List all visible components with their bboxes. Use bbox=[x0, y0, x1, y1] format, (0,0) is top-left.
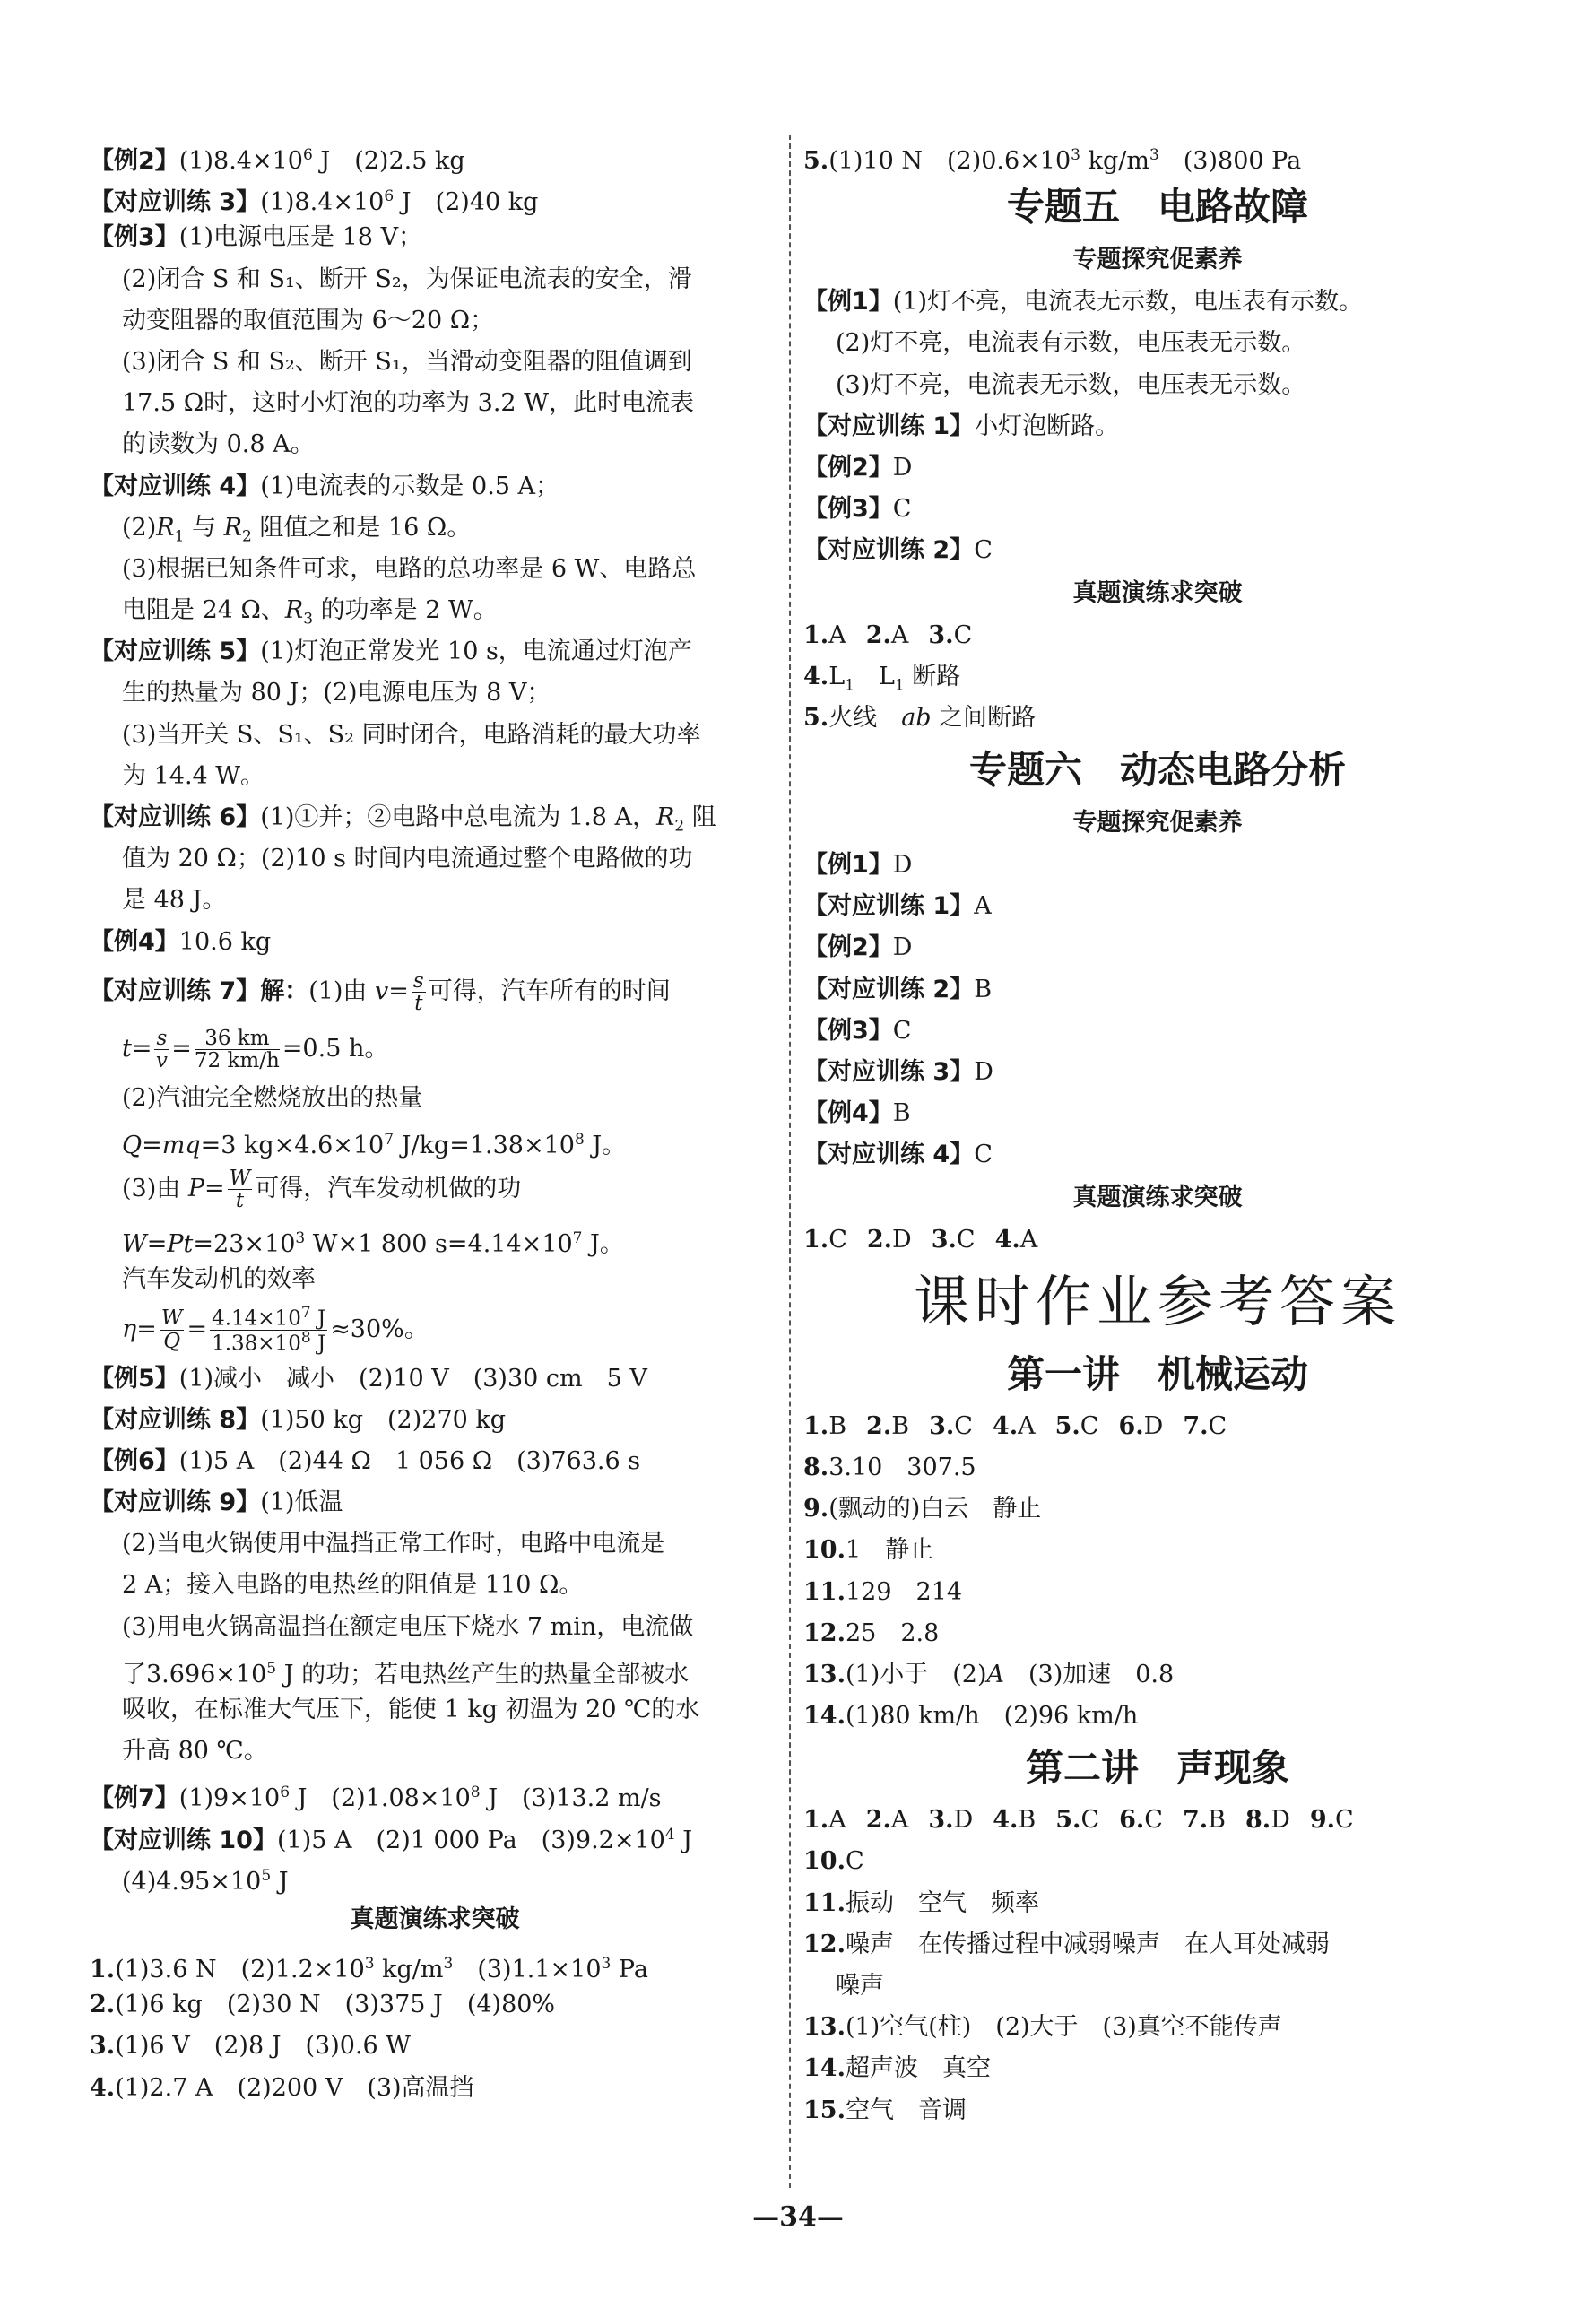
formula-line: (3)由 P= $\frac{W}{t}$ 可得，汽车发动机做的功 bbox=[122, 1166, 522, 1213]
answer-line: 汽车发动机的效率 bbox=[122, 1265, 316, 1294]
answer-line: 【例1】D bbox=[803, 851, 913, 880]
answer-line: (2)当电火锅使用中温挡正常工作时，电路中电流是 bbox=[122, 1530, 665, 1558]
answer-line: 【对应训练 4】C bbox=[803, 1141, 993, 1169]
topic-title: 专题五 电路故障 bbox=[1006, 185, 1308, 230]
answer-line: 【对应训练 6】(1)①并；②电路中总电流为 1.8 A，$R_2$ 阻 bbox=[90, 803, 716, 836]
answer-line: 【对应训练 5】(1)灯泡正常发光 10 s，电流通过灯泡产 bbox=[90, 638, 692, 666]
answer-line: 为 14.4 W。 bbox=[122, 761, 265, 790]
answer-line: 【例2】D bbox=[803, 933, 913, 962]
answer-line: 3.(1)6 V (2)8 J (3)0.6 W bbox=[90, 2032, 412, 2061]
answer-line: 1.(1)3.6 N $(2)1.2\times 10^3$ $kg/m^3$ $(3)1.1\times 10^3$ Pa bbox=[90, 1954, 648, 1983]
answer-line: 【对应训练 3】D bbox=[803, 1058, 993, 1086]
answer-line: 【例3】C bbox=[803, 1016, 912, 1045]
formula-line: 【对应训练 7】解：(1)由 v= $\frac{s}{t}$ 可得，汽车所有的时间 bbox=[90, 968, 671, 1015]
section-heading: 真题演练求突破 bbox=[1072, 1183, 1243, 1211]
section-heading: 真题演练求突破 bbox=[1072, 578, 1243, 607]
answer-line: 【例1】(1)灯不亮，电流表无示数，电压表有示数。 bbox=[803, 288, 1364, 317]
answer-line: 【对应训练 8】(1)50 kg (2)270 kg bbox=[90, 1405, 507, 1434]
fraction: $\frac{W}{Q}$ bbox=[160, 1306, 183, 1353]
main-title: 课时作业参考答案 bbox=[913, 1268, 1401, 1334]
answer-line: $4.L_1$ $L_1$ 断路 bbox=[803, 662, 961, 695]
fraction: $\frac{s}{v}$ bbox=[155, 1026, 168, 1072]
answer-line: 升高 80 ℃。 bbox=[122, 1737, 268, 1766]
answer-line: 【对应训练 2】C bbox=[803, 536, 993, 565]
answer-line: (2)闭合 S 和 S₁、断开 S₂，为保证电流表的安全，滑 bbox=[122, 265, 692, 293]
answer-line: 吸收，在标准大气压下，能使 1 kg 初温为 20 ℃的水 bbox=[122, 1696, 700, 1723]
answer-line: $(4)4.95\times 10^5$ J bbox=[122, 1866, 289, 1896]
answer-line: 2.(1)6 kg (2)30 N (3)375 J (4)80% bbox=[90, 1991, 556, 2019]
formula-line: η= $\frac{W}{Q}$ = $\frac{4.14\times 10^7 J}{1.38\times 10^8 J}$ ≈30%。 bbox=[122, 1303, 429, 1356]
answer-line: 15.空气 音调 bbox=[803, 2096, 967, 2124]
answer-line: 了$3.696\times 10^5$ J 的功；若电热丝产生的热量全部被水 bbox=[122, 1659, 690, 1688]
right-column bbox=[803, 135, 1512, 2131]
answer-line: 【例4】B bbox=[803, 1099, 911, 1128]
column-divider bbox=[789, 135, 791, 2188]
answer-line: 【对应训练 4】(1)电流表的示数是 0.5 A； bbox=[90, 472, 560, 500]
answer-line: (3)用电火锅高温挡在额定电压下烧水 7 min，电流做 bbox=[122, 1612, 694, 1641]
answer-line: (3)根据已知条件可求，电路的总功率是 6 W、电路总 bbox=[122, 554, 697, 583]
answer-line: 8.3.10 307.5 bbox=[803, 1453, 976, 1481]
answer-line: 9.(飘动的)白云 静止 bbox=[803, 1495, 1042, 1523]
answer-line: 13.(1)小于 (2)A (3)加速 0.8 bbox=[803, 1660, 1175, 1688]
answer-line: 【例2】D bbox=[803, 453, 913, 482]
answer-line: 5.(1)10 N $(2)0.6\times 10^3$ $kg/m^3$ (3)800 Pa bbox=[803, 146, 1302, 175]
answer-line: 13.(1)空气(柱) (2)大于 (3)真空不能传声 bbox=[803, 2013, 1282, 2042]
answer-line: 值为 20 Ω；(2)10 s 时间内电流通过整个电路做的功 bbox=[122, 845, 693, 873]
answer-line: 12.25 2.8 bbox=[803, 1619, 940, 1647]
left-column bbox=[90, 135, 780, 2109]
answer-line: 【对应训练 2】B bbox=[803, 975, 993, 1003]
answer-line: (3)当开关 S、S₁、S₂ 同时闭合，电路消耗的最大功率 bbox=[122, 720, 701, 749]
answer-line: 噪声 bbox=[836, 1972, 884, 2000]
answer-line: 12.噪声 在传播过程中减弱噪声 在人耳处减弱 bbox=[803, 1930, 1330, 1958]
answer-line: 5.火线 ab 之间断路 bbox=[803, 703, 1037, 732]
answer-line: 14.超声波 真空 bbox=[803, 2054, 991, 2083]
answer-line: 【对应训练 1】小灯泡断路。 bbox=[803, 412, 1120, 440]
answer-line: 【例2】$(1)8.4\times 10^6$ J (2)2.5 kg bbox=[90, 146, 465, 175]
fraction: $\frac{W}{t}$ bbox=[229, 1166, 251, 1213]
lecture-title: 第二讲 声现象 bbox=[1025, 1746, 1289, 1791]
topic-title: 专题六 动态电路分析 bbox=[968, 748, 1346, 793]
answer-line: (2)汽油完全燃烧放出的热量 bbox=[122, 1083, 423, 1112]
answer-line: 1.A 2.A 3.C bbox=[803, 621, 973, 649]
formula-line: t= $\frac{s}{v}$ = $\frac{36 km}{72 km/h}$ =0.5 h。 bbox=[122, 1026, 389, 1072]
answer-line: 【例5】(1)减小 减小 (2)10 V (3)30 cm 5 V bbox=[90, 1364, 647, 1393]
formula-line: Q=mq=3 $kg\times 4.6\times 10^7$ $J/kg=1.38\times 10^8$ J。 bbox=[122, 1130, 627, 1159]
answer-line: 生的热量为 80 J；(2)电源电压为 8 V； bbox=[122, 679, 551, 707]
answer-line: 【例3】C bbox=[803, 495, 912, 524]
answer-line: 【对应训练 10】(1)5 A (2)1 000 Pa $(3)9.2\times 10^4$ J bbox=[90, 1825, 693, 1854]
answer-line: 14.(1)80 km/h (2)96 km/h bbox=[803, 1702, 1139, 1731]
answer-line: 1.C 2.D 3.C 4.A bbox=[803, 1225, 1038, 1254]
answer-line: 4.(1)2.7 A (2)200 V (3)高温挡 bbox=[90, 2073, 474, 2102]
answer-line: 2 A；接入电路的电热丝的阻值是 110 Ω。 bbox=[122, 1571, 584, 1600]
answer-line: 【对应训练 9】(1)低温 bbox=[90, 1488, 343, 1517]
answer-line: 1.B 2.B 3.C 4.A 5.C 6.D 7.C bbox=[803, 1411, 1227, 1440]
answer-line: (3)灯不亮，电流表无示数，电压表无示数。 bbox=[836, 370, 1306, 399]
answer-line: 【例3】(1)电源电压是 18 V； bbox=[90, 223, 423, 252]
answer-line: 【例7】$(1)9\times 10^6$ J $(2)1.08\times 10^8$ J (3)13.2 m/s bbox=[90, 1784, 662, 1813]
answer-line: (3)闭合 S 和 S₂、断开 S₁，当滑动变阻器的阻值调到 bbox=[122, 347, 692, 376]
answer-line: 17.5 Ω时，这时小灯泡的功率为 3.2 W，此时电流表 bbox=[122, 389, 694, 418]
page-number: —34— bbox=[752, 2201, 844, 2233]
answer-line: 11.振动 空气 频率 bbox=[803, 1888, 1039, 1917]
section-heading: 专题探究促素养 bbox=[1072, 809, 1243, 838]
answer-line: 【例4】10.6 kg bbox=[90, 927, 272, 956]
answer-line: 10.C bbox=[803, 1847, 864, 1876]
section-heading: 专题探究促素养 bbox=[1072, 246, 1243, 274]
answer-line: 【对应训练 3】$(1)8.4\times 10^6$ J (2)40 kg bbox=[90, 187, 539, 217]
answer-line: 【对应训练 1】A bbox=[803, 892, 992, 921]
answer-line: 【例6】(1)5 A (2)44 Ω 1 056 Ω (3)763.6 s bbox=[90, 1446, 641, 1475]
answer-line: 电阻是 24 Ω、$R_3$ 的功率是 2 W。 bbox=[122, 596, 498, 629]
answer-line: $(2)R_1$ 与 $R_2$ 阻值之和是 16 Ω。 bbox=[122, 513, 472, 546]
answer-line: 10.1 静止 bbox=[803, 1536, 934, 1565]
formula-line: $W=Pt=23\times 10^3$ W×1 800 $s=4.14\times 10^7$ J。 bbox=[122, 1229, 624, 1259]
fraction: $\frac{36 km}{72 km/h}$ bbox=[194, 1026, 280, 1072]
answer-line: (2)灯不亮，电流表有示数，电压表无示数。 bbox=[836, 329, 1306, 358]
answer-line: 的读数为 0.8 A。 bbox=[122, 430, 315, 459]
answer-line: 动变阻器的取值范围为 6～20 Ω； bbox=[122, 306, 495, 334]
fraction: $\frac{s}{t}$ bbox=[412, 968, 424, 1015]
lecture-title: 第一讲 机械运动 bbox=[1006, 1351, 1308, 1396]
fraction: $\frac{4.14\times 10^7 J}{1.38\times 10^8 J}$ bbox=[212, 1303, 326, 1356]
answer-line: 11.129 214 bbox=[803, 1577, 963, 1606]
answer-line: 是 48 J。 bbox=[122, 886, 227, 915]
answer-line: 1.A 2.A 3.D 4.B 5.C 6.C 7.B 8.D 9.C bbox=[803, 1806, 1354, 1835]
section-heading: 真题演练求突破 bbox=[350, 1905, 520, 1933]
